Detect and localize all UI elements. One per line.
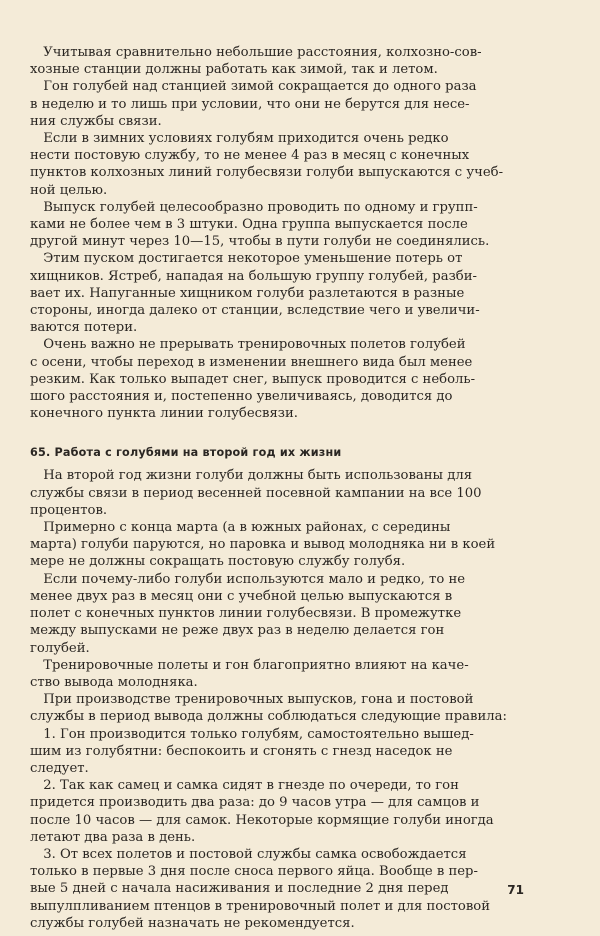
text-line: Учитывая сравнительно небольшие расстояния, колхозно-сов-	[30, 45, 482, 60]
text-line: марта) голуби паруются, но паровка и вывод молодняка ни в коей	[30, 537, 496, 553]
text-line: стороны, иногда далеко от станции, вследствие чего и увеличи-	[30, 303, 480, 319]
text-line: выпулпливанием птенцов в тренировочный полет и для постовой	[30, 898, 490, 914]
text-line: полет с конечных пунктов линии голубесвязи. В промежутке	[30, 606, 462, 622]
text-line: ками не более чем в 3 штуки. Одна группа выпускается после	[30, 217, 468, 233]
text-line: вает их. Напуганные хищником голуби разлетаются в разные	[30, 285, 465, 301]
text-line: службы в период вывода должны соблюдаться следующие правила:	[30, 709, 507, 725]
text-line: летают два раза в день.	[30, 829, 196, 845]
text-line: Примерно с конца марта (а в южных районах, с середины	[30, 520, 451, 536]
text-line: конечного пункта линии голубесвязи.	[30, 406, 298, 422]
text-line: 2. Так как самец и самка сидят в гнезде по очереди, то гон	[30, 778, 459, 794]
text-line: ваются потери.	[30, 320, 138, 336]
text-line: голубей.	[30, 640, 90, 656]
text-line: 3. От всех полетов и постовой службы самка освобождается	[30, 846, 467, 862]
text-line: после 10 часов — для самок. Некоторые кормящие голуби иногда	[30, 812, 494, 828]
text-line: Если почему-либо голуби используются мало и редко, то не	[30, 571, 466, 587]
text-line: ной целью.	[30, 182, 108, 198]
text-line: Гон голубей над станцией зимой сокращается до одного раза	[30, 79, 477, 95]
text-line: 1. Гон производится только голубям, самостоятельно вышед-	[30, 726, 474, 742]
text-line: Очень важно не прерывать тренировочных полетов голубей	[30, 337, 466, 353]
text-line: ния службы связи.	[30, 113, 162, 129]
text-line: следует.	[30, 760, 89, 776]
text-line: вые 5 дней с начала насиживания и последние 2 дня перед	[30, 881, 449, 897]
text-line: службы связи в период весенней посевной кампании на все 100	[30, 485, 482, 501]
text-line: только в первые 3 дня после сноса первого яйца. Вообще в пер-	[30, 864, 478, 880]
text-line: резким. Как только выпадет снег, выпуск проводится с неболь-	[30, 371, 476, 387]
text-line: хозные станции должны работать как зимой, так и летом.	[30, 62, 438, 78]
text-line: пунктов колхозных линий голубесвязи голуби выпускаются с учеб-	[30, 165, 504, 181]
section-before-heading	[30, 44, 540, 422]
text-line: шого расстояния и, постепенно увеличиваясь, доводится до	[30, 389, 453, 405]
text-line: Тренировочные полеты и гон благоприятно влияют на каче-	[30, 657, 469, 673]
text-line: При производстве тренировочных выпусков, гона и постовой	[30, 692, 474, 708]
text-line: Этим пуском достигается некоторое уменьшение потерь от	[30, 251, 463, 267]
text-line: хищников. Ястреб, нападая на большую группу голубей, разби-	[30, 268, 477, 284]
text-line: шим из голубятни: беспокоить и сгонять с гнезд наседок не	[30, 743, 453, 759]
text-line: ство вывода молодняка.	[30, 674, 198, 690]
text-line: в неделю и то лишь при условии, что они не берутся для несе-	[30, 96, 470, 112]
page-number: 71	[507, 883, 524, 897]
text-line: менее двух раз в месяц они с учебной целью выпускаются в	[30, 588, 453, 604]
text-line: мере не должны сокращать постовую службу голубя.	[30, 554, 406, 570]
text-line: другой минут через 10—15, чтобы в пути голуби не соединялись.	[30, 234, 490, 250]
text-line: придется производить два раза: до 9 часов утра — для самцов и	[30, 795, 480, 811]
text-line: с осени, чтобы переход в изменении внешнего вида был менее	[30, 354, 473, 370]
text-line: На второй год жизни голуби должны быть использованы для	[30, 468, 473, 484]
text-line: Если в зимних условиях голубям приходится очень редко	[30, 131, 449, 147]
text-line: Выпуск голубей целесообразно проводить по одному и групп-	[30, 199, 478, 215]
text-line: процентов.	[30, 502, 108, 518]
text-line: службы голубей назначать не рекомендуется.	[30, 915, 355, 931]
text-line: нести постовую службу, то не менее 4 раз в месяц с конечных	[30, 148, 470, 164]
section-heading: 65. Работа с голубями на второй год их жизни	[30, 446, 342, 460]
text-line: между выпусками не реже двух раз в неделю делается гон	[30, 623, 445, 639]
section-second-year	[30, 467, 540, 931]
